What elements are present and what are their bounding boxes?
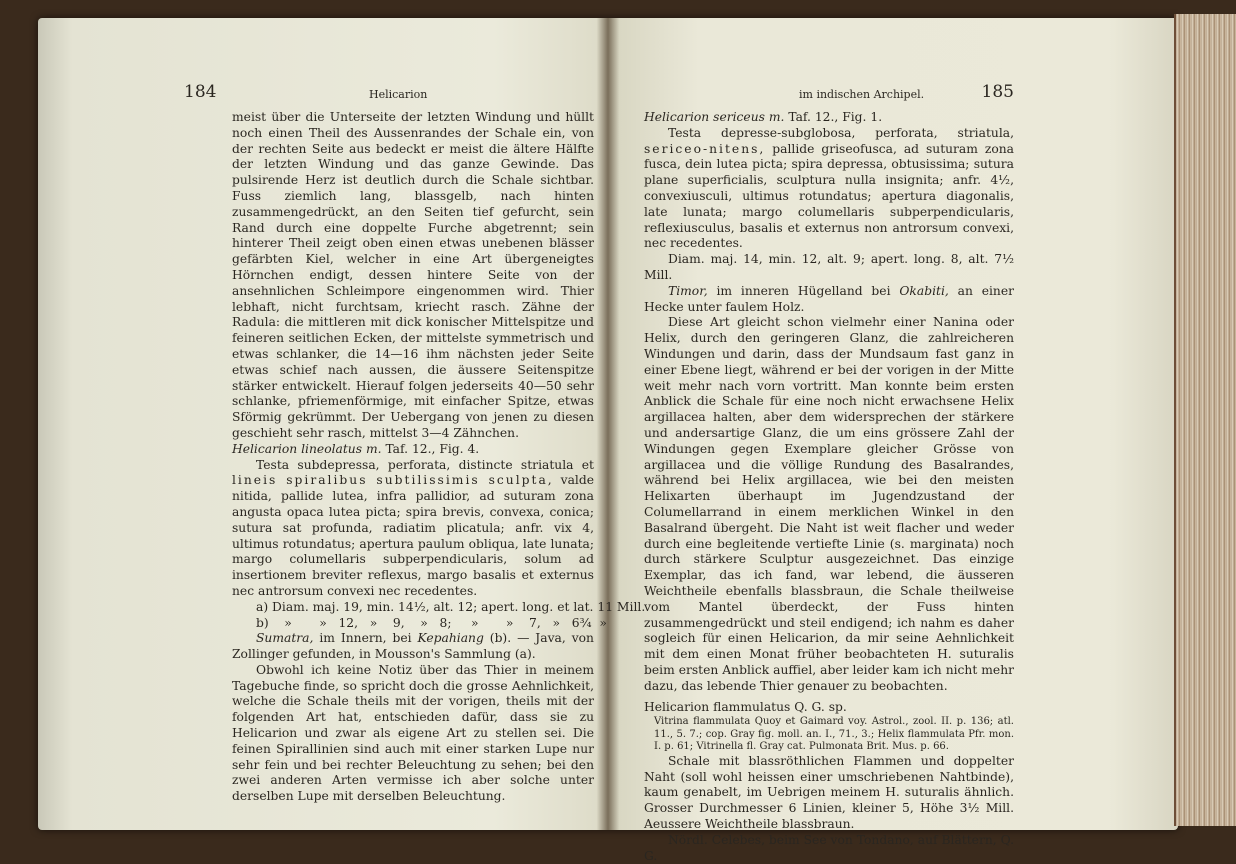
measurement: Diam. maj. 14, min. 12, alt. 9; apert. long. 8, alt. 7½ Mill. xyxy=(644,252,1014,282)
latin-description xyxy=(232,458,594,600)
left-page-body xyxy=(232,110,646,805)
latin-text-rest: pallide griseofusca, ad suturam zona fusca, dein lutea picta; spira depressa, obtusissima; sutura plane superficialis, sculptura nulla insignita; anfr. 4½, convexiusculi, ultimus rotundatus; apertura diagonalis, late lunata; margo columellaris subperpendicularis, reflexiusculus, basalis et externus non antrorsum convexi, nec recedentes. xyxy=(644,141,1014,251)
right-page-number: 185 xyxy=(981,82,1014,102)
locality-place: Timor, xyxy=(668,283,708,298)
latin-text-rest: valde nitida, pallide lutea, infra pallidior, ad suturam zona angusta opaca lutea picta; spira brevis, convexa, conica; sutura sat profunda, radiatim plicatula; anfr. vix 4, ultimus rotundatus; apertura paulum obliqua, late lunata; margo columellaris subperpendicularis, solum ad insertionem breviter reflexus, margo basalis et externus nec antrorsum convexi nec recedentes. xyxy=(232,473,594,598)
right-page-header xyxy=(644,82,1014,108)
species-heading-lineolatus xyxy=(232,442,594,458)
latin-text: Testa depresse-subglobosa, perforata, striatula, xyxy=(668,125,1014,140)
synonymy: Vitrina flammulata Quoy et Gaimard voy. Astrol., zool. II. p. 136; atl. 11., 5. 7.; cop. Gray fig. moll. an. I., 71., 3.; Helix flammulata Pfr. mon. I. p. 61; Vitrinella fl. Gray cat. Pulmonata Brit. Mus. p. 66. xyxy=(654,716,1014,753)
locality-place: Sumatra, xyxy=(256,631,314,646)
right-paragraph-2: Schale mit blassröthlichen Flammen und doppelter Naht (soll wohl heissen einer umschriebenen Nahtbinde), kaum genabelt, im Uebrigen meinem H. suturalis ähnlich. Grosser Durchmesser 6 Linien, kleiner 5, Höhe 3½ Mill. Aeussere Weichtheile blassbraun. xyxy=(644,753,1014,831)
locality-place-2: Kepahiang xyxy=(417,631,484,646)
left-running-title: Helicarion xyxy=(369,88,428,101)
left-page-header xyxy=(184,82,594,108)
book-page-edges xyxy=(1174,14,1236,826)
latin-spaced-text: sericeo-nitens, xyxy=(644,141,766,156)
locality-line xyxy=(644,284,1014,316)
locality-text: im inneren Hügelland bei xyxy=(716,283,891,298)
left-paragraph-1: meist über die Unterseite der letzten Windung und hüllt noch einen Theil des Aussenrandes der Schale ein, von der rechten Seite aus bedeckt er meist die ältere Hälfte der letzten Windung und das ganze Gewinde. Das pulsirende Herz ist deutlich durch die Schale sichtbar. Fuss ziemlich lang, blassgelb, nach hinten zusammengedrückt, an den Seiten tief gefurcht, sein Rand durch eine doppelte Furche abgetrennt; sein hinterer Theil zeigt oben einen etwas unebenen blässer gefärbten Kiel, welcher in eine Art übergeneigtes Hörnchen endigt, dessen hintere Seite von der ansehnlichen Schleimpore eingenommen wird. Thier lebhaft, nicht furchtsam, kriecht rasch. Zähne der Radula: die mittleren mit dick konischer Mittelspitze und feineren seitlichen Ecken, der mittelste symmetrisch und etwas schlanker, die 14—16 ihm nächsten jeder Seite etwas schief nach aussen, die äussere Seitenspitze stärker entwickelt. Hierauf folgen jederseits 40—50 sehr schlanke, pfriemenförmige, mit einfacher Spitze, etwas Sförmig gekrümmt. Der Uebergang von jenen zu diesen geschieht sehr rasch, mittelst 3—4 Zähnchen. xyxy=(232,110,594,440)
left-page xyxy=(184,82,646,805)
latin-text: Testa subdepressa, perforata, distincte striatula et xyxy=(256,457,594,472)
locality-line xyxy=(232,631,594,663)
latin-description xyxy=(644,126,1014,252)
locality-text-2: an einer Hecke unter faulem Holz. xyxy=(644,283,1014,314)
left-page-number: 184 xyxy=(184,82,217,102)
measurement-a: a) Diam. maj. 19, min. 14½, alt. 12; apert. long. et lat. 11 Mill. xyxy=(256,599,646,614)
right-paragraph-1: Diese Art gleicht schon vielmehr einer Nanina oder Helix, durch den geringeren Glanz, die zahlreicheren Windungen und darin, dass der Mundsaum fast ganz in einer Ebene liegt, während er bei der vorigen in der Mitte weit mehr nach vorn vortritt. Man konnte beim ersten Anblick die Schale für eine noch nicht erwachsene Helix argillacea halten, aber dem widersprechen der stärkere und andersartige Glanz, die um eins grössere Zahl der Windungen gegen Exemplare gleicher Grösse von argillacea und die völlige Rundung des Basalrandes, während bei Helix argillacea, wie bei den meisten Helixarten überhaupt im Jugendzustand der Columellarrand in einem merklichen Winkel in den Basalrand übergeht. Die Naht ist weit flacher und weder durch eine begleitende vertiefte Linie (s. marginata) noch durch stärkere Sculptur ausgezeichnet. Das einzige Exemplar, das ich fand, war lebend, die äusseren Weichtheile ebenfalls blassbraun, die Schale theilweise vom Mantel überdeckt, der Fuss hinten zusammengedrückt und steil endigend; ich nahm es daher sogleich für einen Helicarion, da mir seine Aehnlichkeit mit dem einen Monat früher beobachteten H. suturalis beim ersten Anblick auffiel, aber leider kam ich nicht mehr dazu, das lebende Thier genauer zu beobachten. xyxy=(644,315,1014,693)
right-running-title: im indischen Archipel. xyxy=(799,88,925,101)
species-name: Helicarion sericeus m. xyxy=(644,110,785,124)
locality-text-2: (b). — Java, von Zollinger gefunden, in Mousson's Sammlung (a). xyxy=(232,631,594,662)
species-reference: Taf. 12., Fig. 4. xyxy=(385,441,480,456)
species-heading-sericeus xyxy=(644,110,1014,126)
measurement-b: b) » » 12, » 9, » 8; » » 7, » 6¾ » xyxy=(256,615,607,630)
locality-text: im Innern, bei xyxy=(319,631,412,646)
species-heading-flammulatus: Helicarion flammulatus Q. G. sp. xyxy=(644,700,847,715)
species-name: Helicarion lineolatus m. xyxy=(232,441,382,456)
locality-place-2: Okabiti, xyxy=(899,283,949,298)
latin-spaced-text: lineis spiralibus subtilissimis sculpta, xyxy=(232,473,554,488)
right-page xyxy=(644,82,1014,864)
right-page-body xyxy=(644,110,1014,864)
left-paragraph-2: Obwohl ich keine Notiz über das Thier in meinem Tagebuche finde, so spricht doch die grosse Aehnlichkeit, welche die Schale theils mit der vorigen, theils mit der folgenden Art hat, entschieden dafür, dass sie zu Helicarion und zwar als eigene Art zu stellen sei. Die feinen Spirallinien sind auch mit einer starken Lupe nur sehr fein und bei rechter Beleuchtung zu sehen; bei den zwei anderen Arten vermisse ich aber solche unter derselben Lupe mit derselben Beleuchtung. xyxy=(232,662,594,804)
species-reference: Taf. 12., Fig. 1. xyxy=(788,110,883,124)
right-paragraph-3: Nördl. Celebes, beim See von Tondano, auf Blättern, Q. G. xyxy=(644,832,1014,863)
